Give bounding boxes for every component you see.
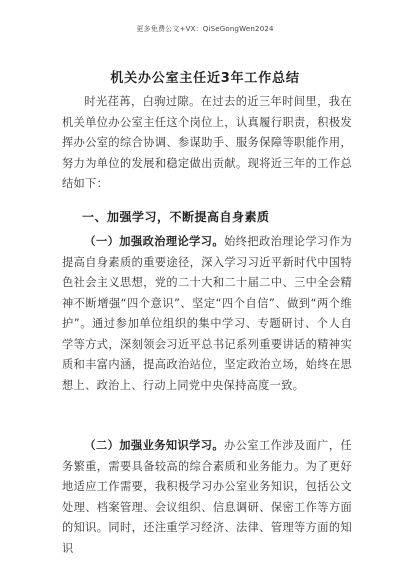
- document-title: 机关办公室主任近3年工作总结: [110, 71, 300, 86]
- subsection-body-2: 办公室工作涉及面广，任务繁重，需要具备较高的综合素质和业务能力。为了更好地适应工作需要，我积极学习办公室业务知识，包括公文处理、档案管理、会议组织、信息调研、保密工作等方面的知识。同时，还注重学习经济、法律、管理等方面的知识: [62, 439, 352, 555]
- header-watermark: 更多免费公文+VX：QiSeGongWen2024: [136, 25, 274, 33]
- subsection-paragraph-1: [62, 232, 352, 396]
- subsection-paragraph-2: [62, 436, 352, 559]
- section-heading-1: 一、加强学习，不断提高自身素质: [82, 210, 270, 224]
- subsection-heading-2: （二）加强业务知识学习。: [84, 439, 225, 452]
- subsection-heading-1: （一）加强政治理论学习。: [84, 235, 225, 248]
- subsection-body-1: 始终把政治理论学习作为提高自身素质的重要途径，深入学习习近平新时代中国特色社会主义思想，党的二十大和二十届二中、三中全会精神不断增强“四个意识”、坚定“四个自信”、做到“两个维护”。通过参加单位组织的集中学习、专题研讨、个人自学等方式，深刻领会习近平总书记系列重要讲话的精神实质和丰富内涵，提高政治站位，坚定政治立场，始终在思想上、政治上、行动上同党中央保持高度一致。: [62, 235, 352, 392]
- intro-paragraph: 时光荏苒，白驹过隙。在过去的近三年时间里，我在机关单位办公室主任这个岗位上，认真履行职责，积极发挥办公室的综合协调、参谋助手、服务保障等职能作用，努力为单位的发展和稳定做出贡献。现将近三年的工作总结如下：: [62, 95, 352, 190]
